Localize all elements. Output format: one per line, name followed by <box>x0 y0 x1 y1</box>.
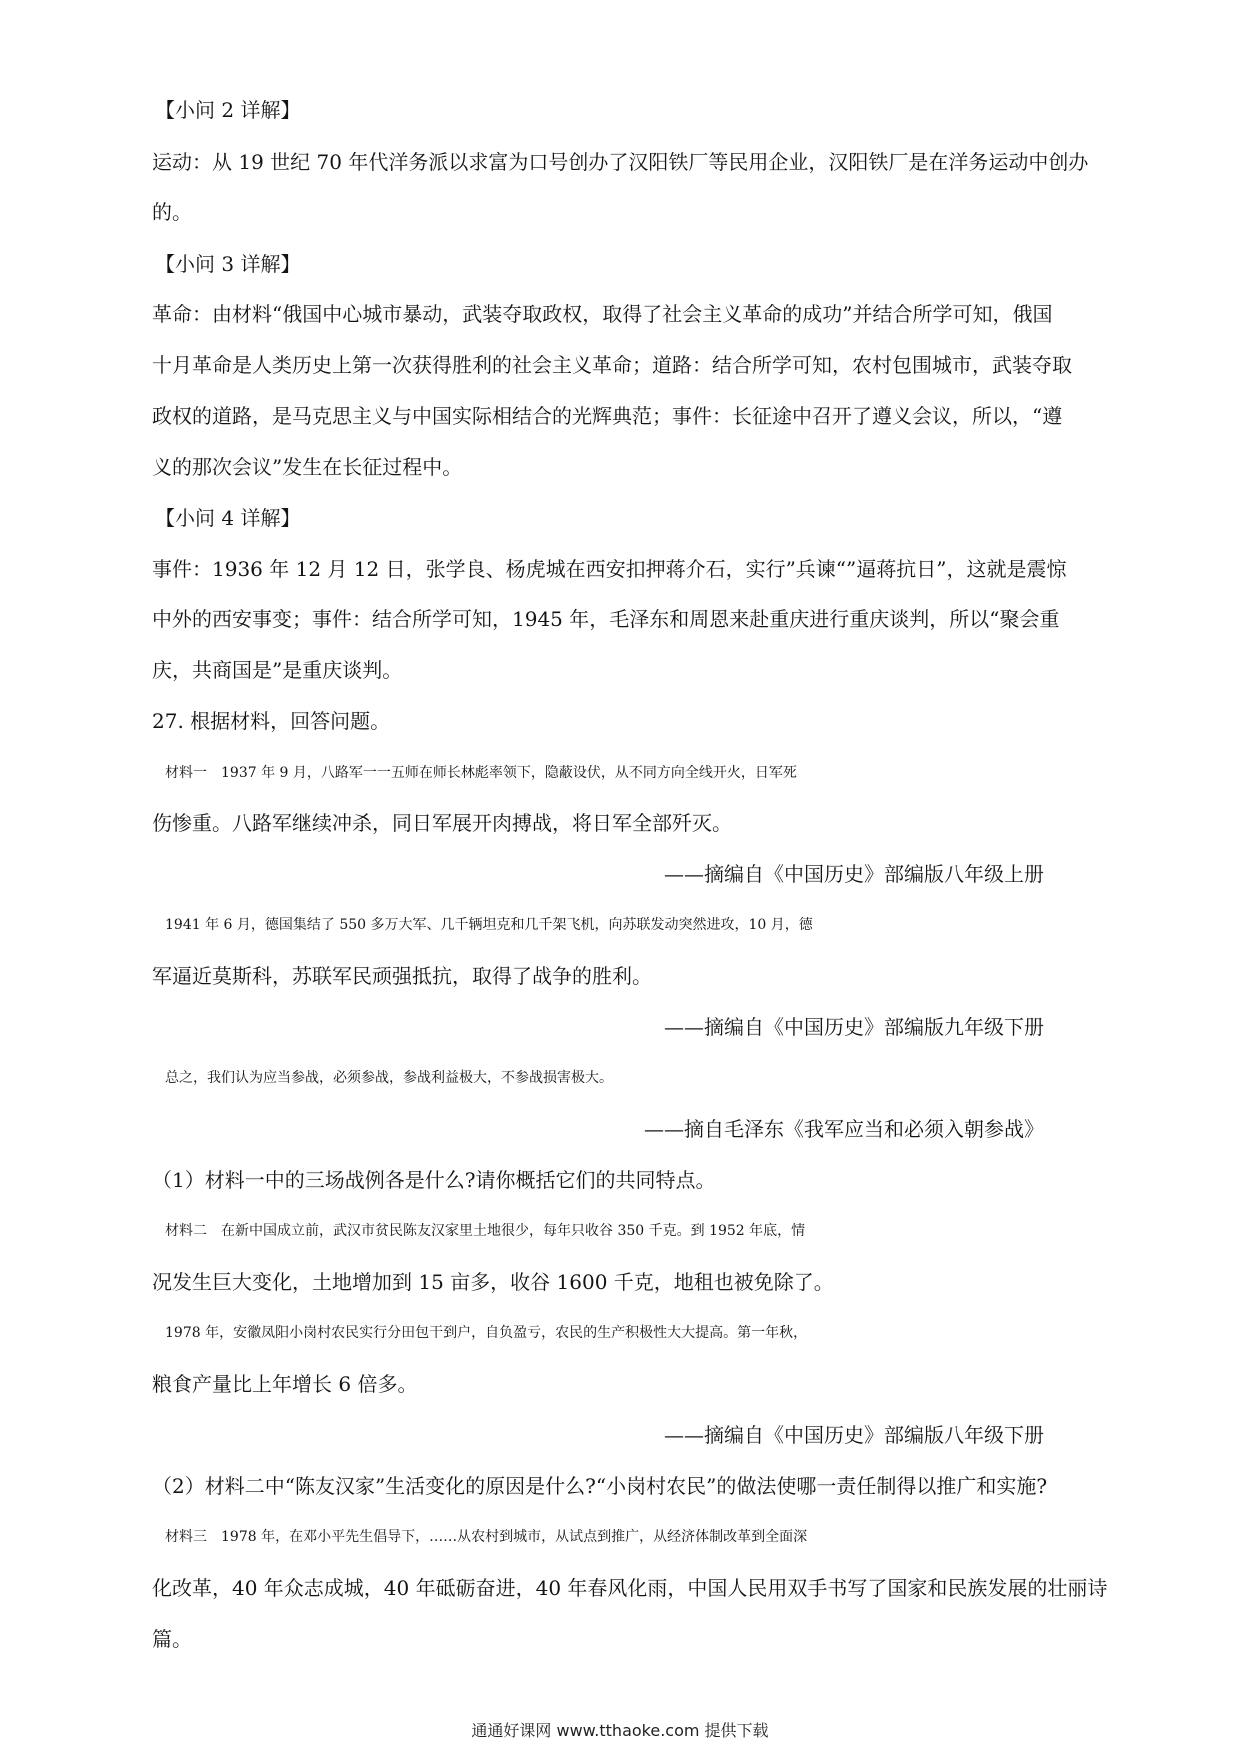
source-citation: ——摘编自《中国历史》部编版八年级下册 <box>664 1423 1044 1447</box>
material-2-text: 材料二 在新中国成立前，武汉市贫民陈友汉家里土地很少，每年只收谷 350 千克。到 1952 年底，情 <box>165 1223 806 1239</box>
answer-text-line: 运动：从 19 世纪 70 年代洋务派以求富为口号创办了汉阳铁厂等民用企业，汉阳铁厂是在洋务运动中创办 <box>152 150 1089 174</box>
question-27-part-2: （2）材料二中“陈友汉家”生活变化的原因是什么?“小岗村农民”的做法使哪一责任制得以推广和实施? <box>152 1474 1048 1498</box>
material-1-text: 伤惨重。八路军继续冲杀，同日军展开肉搏战，将日军全部歼灭。 <box>152 811 732 835</box>
answer-text-line: 义的那次会议”发生在长征过程中。 <box>152 455 463 479</box>
material-1-text: 军逼近莫斯科，苏联军民顽强抵抗，取得了战争的胜利。 <box>152 964 652 988</box>
question-27-part-1: （1）材料一中的三场战例各是什么?请你概括它们的共同特点。 <box>152 1168 716 1192</box>
material-3-text: 化改革，40 年众志成城，40 年砥砺奋进，40 年春风化雨，中国人民用双手书写了国家和民族发展的壮丽诗 <box>152 1576 1108 1600</box>
material-1-text: 材料一 1937 年 9 月，八路军一一五师在师长林彪率领下，隐蔽设伏，从不同方向全线开火，日军死 <box>165 765 797 781</box>
material-1-text: 总之，我们认为应当参战，必须参战，参战利益极大，不参战损害极大。 <box>165 1070 613 1086</box>
question-27-title: 27. 根据材料，回答问题。 <box>152 709 391 733</box>
material-2-text: 粮食产量比上年增长 6 倍多。 <box>152 1372 418 1396</box>
answer-text-line: 事件：1936 年 12 月 12 日，张学良、杨虎城在西安扣押蒋介石，实行”兵谏“”逼蒋抗日”，这就是震惊 <box>152 557 1067 581</box>
source-citation: ——摘自毛泽东《我军应当和必须入朝参战》 <box>644 1117 1044 1141</box>
material-2-text: 况发生巨大变化，土地增加到 15 亩多，收谷 1600 千克，地租也被免除了。 <box>152 1270 834 1294</box>
answer-text-line: 十月革命是人类历史上第一次获得胜利的社会主义革命；道路：结合所学可知，农村包围城市，武装夺取 <box>152 353 1072 377</box>
sub-question-3-heading: 【小问 3 详解】 <box>155 252 301 276</box>
answer-text-line: 革命：由材料“俄国中心城市暴动，武装夺取政权，取得了社会主义革命的成功”并结合所学可知，俄国 <box>152 302 1053 326</box>
source-citation: ——摘编自《中国历史》部编版九年级下册 <box>664 1015 1044 1039</box>
sub-question-4-heading: 【小问 4 详解】 <box>155 506 301 530</box>
answer-text-line: 政权的道路，是马克思主义与中国实际相结合的光辉典范；事件：长征途中召开了遵义会议，所以，“遵 <box>152 404 1063 428</box>
material-2-text: 1978 年，安徽凤阳小岗村农民实行分田包干到户，自负盈亏，农民的生产积极性大大提高。第一年秋， <box>165 1325 808 1341</box>
answer-text-line: 的。 <box>152 200 192 224</box>
material-1-text: 1941 年 6 月，德国集结了 550 多万大军、几千辆坦克和几千架飞机，向苏联发动突然进攻，10 月，德 <box>165 917 813 933</box>
answer-text-line: 中外的西安事变；事件：结合所学可知，1945 年，毛泽东和周恩来赴重庆进行重庆谈判，所以“聚会重 <box>152 607 1060 631</box>
answer-text-line: 庆，共商国是”是重庆谈判。 <box>152 658 403 682</box>
material-3-text: 材料三 1978 年，在邓小平先生倡导下，……从农村到城市，从试点到推广，从经济体制改革到全面深 <box>165 1529 808 1545</box>
source-citation: ——摘编自《中国历史》部编版八年级上册 <box>664 862 1044 886</box>
page-footer: 通通好课网 www.tthaoke.com 提供下载 <box>471 1721 769 1740</box>
sub-question-2-heading: 【小问 2 详解】 <box>155 98 301 122</box>
material-3-text: 篇。 <box>152 1627 192 1651</box>
